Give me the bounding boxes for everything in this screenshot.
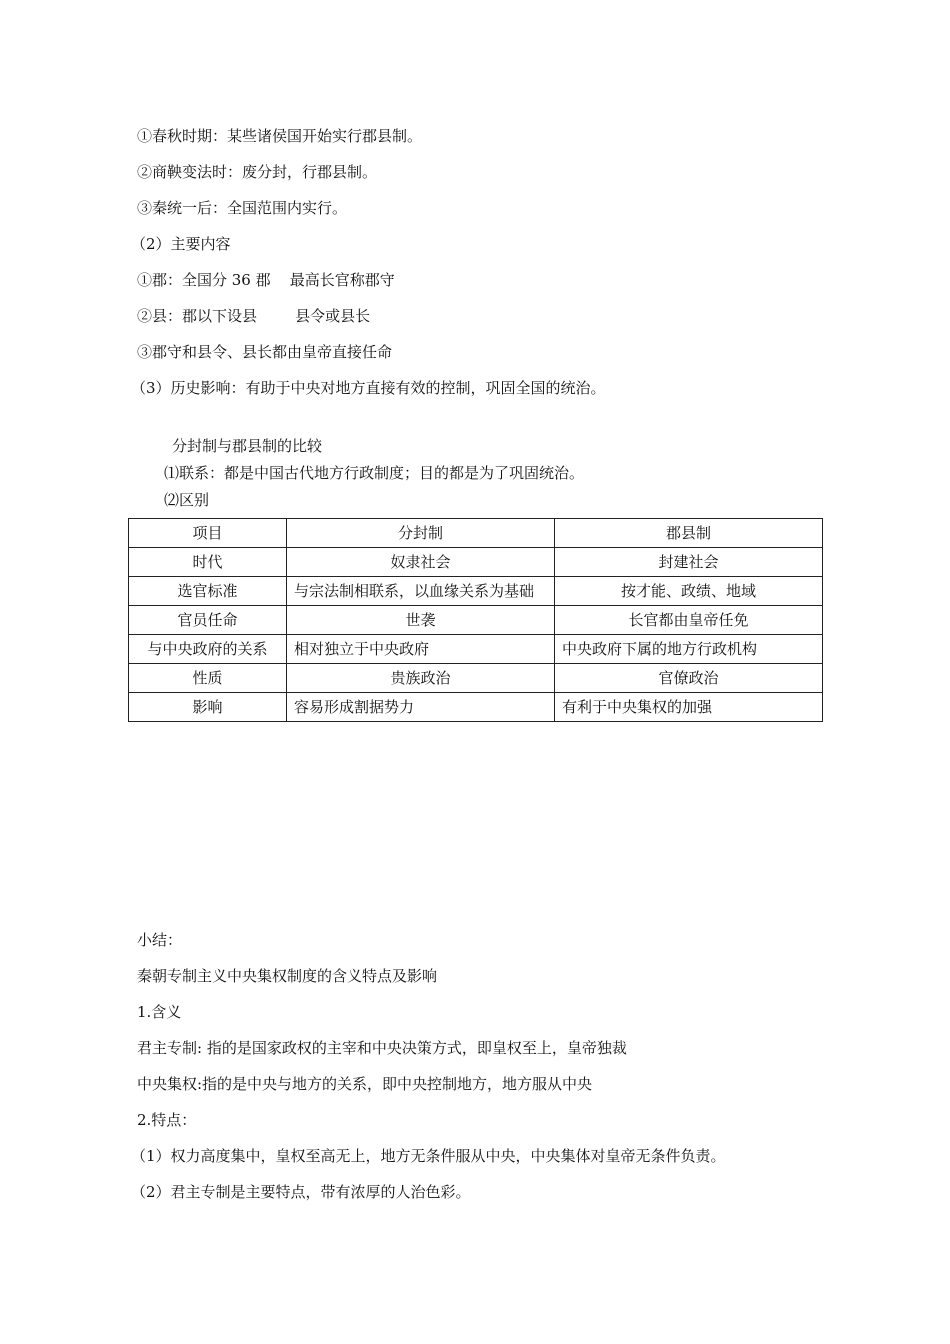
text-line: 秦朝专制主义中央集权制度的含义特点及影响 — [137, 967, 438, 985]
header-cell: 郡县制 — [555, 519, 823, 548]
table-cell: 官僚政治 — [555, 664, 823, 693]
table-row — [129, 606, 823, 635]
text-line: 1.含义 — [137, 1003, 182, 1021]
table-cell: 相对独立于中央政府 — [287, 635, 555, 664]
subheading: （3）历史影响：有助于中央对地方直接有效的控制，巩固全国的统治。 — [131, 379, 606, 397]
table-cell: 时代 — [129, 548, 287, 577]
comparison-title: 分封制与郡县制的比较 — [172, 437, 323, 455]
table-cell: 中央政府下属的地方行政机构 — [555, 635, 823, 664]
header-cell: 项目 — [129, 519, 287, 548]
table-cell: 影响 — [129, 693, 287, 722]
table-cell: 有利于中央集权的加强 — [555, 693, 823, 722]
header-cell: 分封制 — [287, 519, 555, 548]
table-row — [129, 577, 823, 606]
summary-heading: 小结： — [137, 931, 183, 949]
text-line: ③郡守和县令、县长都由皇帝直接任命 — [137, 343, 393, 361]
table-cell: 封建社会 — [555, 548, 823, 577]
text-line: 君主专制: 指的是国家政权的主宰和中央决策方式，即皇权至上，皇帝独裁 — [137, 1039, 627, 1057]
table-cell: 选官标准 — [129, 577, 287, 606]
subheading: （2）主要内容 — [131, 235, 231, 253]
text-line: ①郡：全国分 36 郡 最高长官称郡守 — [137, 271, 395, 289]
text-line: ①春秋时期：某些诸侯国开始实行郡县制。 — [137, 127, 423, 145]
text-line: ②县：郡以下设县 县令或县长 — [137, 307, 371, 325]
comparison-table — [128, 518, 823, 722]
table-cell: 按才能、政绩、地域 — [555, 577, 823, 606]
table-row — [129, 664, 823, 693]
text-line: ③秦统一后：全国范围内实行。 — [137, 199, 348, 217]
table-header-row — [129, 519, 823, 548]
table-cell: 官员任命 — [129, 606, 287, 635]
table-cell: 世袭 — [287, 606, 555, 635]
table-cell: 容易形成割据势力 — [287, 693, 555, 722]
table-cell: 性质 — [129, 664, 287, 693]
comparison-link: ⑴联系：都是中国古代地方行政制度；目的都是为了巩固统治。 — [164, 464, 585, 482]
table-row — [129, 693, 823, 722]
text-line: ②商鞅变法时：废分封，行郡县制。 — [137, 163, 378, 181]
table-cell: 奴隶社会 — [287, 548, 555, 577]
table-cell: 贵族政治 — [287, 664, 555, 693]
text-line: 2.特点： — [137, 1111, 197, 1129]
text-line: （2）君主专制是主要特点，带有浓厚的人治色彩。 — [131, 1183, 471, 1201]
table-row — [129, 635, 823, 664]
text-line: （1）权力高度集中，皇权至高无上，地方无条件服从中央，中央集体对皇帝无条件负责。 — [131, 1147, 726, 1165]
table-cell: 长官都由皇帝任免 — [555, 606, 823, 635]
table-cell: 与中央政府的关系 — [129, 635, 287, 664]
table-cell: 与宗法制相联系，以血缘关系为基础 — [287, 577, 555, 606]
table-row — [129, 548, 823, 577]
comparison-diff: ⑵区别 — [164, 491, 210, 509]
text-line: 中央集权:指的是中央与地方的关系，即中央控制地方，地方服从中央 — [137, 1075, 593, 1093]
